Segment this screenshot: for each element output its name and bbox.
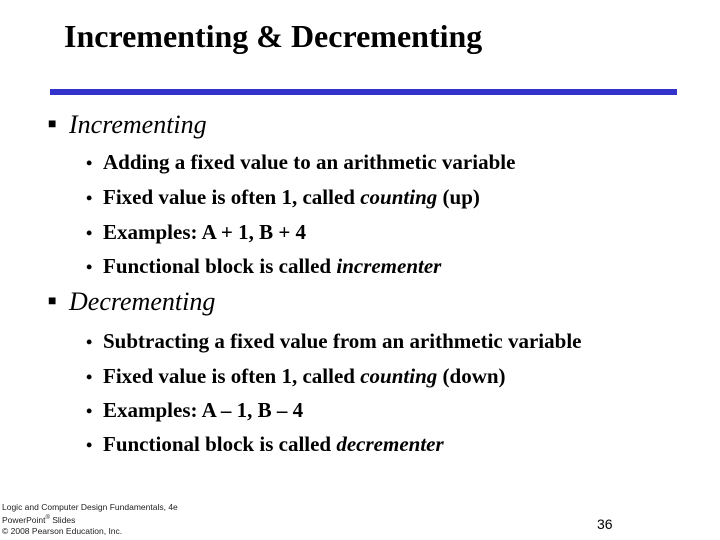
footer-credit <box>2 502 178 537</box>
list-item: • Fixed value is often 1, called counting (up) <box>86 185 480 209</box>
list-item: • Examples: A + 1, B + 4 <box>86 220 307 244</box>
bullet-icon: • <box>86 332 93 352</box>
bullet-icon: • <box>86 153 93 173</box>
title-rule <box>50 89 677 95</box>
list-item: • Examples: A – 1, B – 4 <box>86 398 304 422</box>
list-item: • Functional block is called incrementer <box>86 254 442 278</box>
list-item: • Functional block is called decrementer <box>86 432 444 456</box>
bullet-icon: • <box>86 367 93 387</box>
square-bullet-icon: ■ <box>48 294 57 309</box>
list-item: • Subtracting a fixed value from an arithmetic variable <box>86 329 582 353</box>
section-heading-decrementing <box>48 287 215 317</box>
footer-line: Logic and Computer Design Fundamentals, 4e <box>2 502 178 512</box>
section-heading-text: Incrementing <box>69 110 207 139</box>
section-heading-incrementing <box>48 110 207 140</box>
footer-line: © 2008 Pearson Education, Inc. <box>2 525 123 536</box>
bullet-icon: • <box>86 188 93 208</box>
square-bullet-icon: ■ <box>48 117 57 132</box>
slide-title: Incrementing & Decrementing <box>64 18 483 54</box>
footer-line: PowerPoint® Slides <box>2 514 76 525</box>
bullet-icon: • <box>86 401 93 421</box>
bullet-icon: • <box>86 435 93 455</box>
list-item: • Fixed value is often 1, called counting (down) <box>86 364 506 388</box>
bullet-icon: • <box>86 223 93 243</box>
section-heading-text: Decrementing <box>69 287 216 316</box>
page-number: 36 <box>597 516 613 532</box>
bullet-icon: • <box>86 257 93 277</box>
list-item: • Adding a fixed value to an arithmetic variable <box>86 150 516 174</box>
